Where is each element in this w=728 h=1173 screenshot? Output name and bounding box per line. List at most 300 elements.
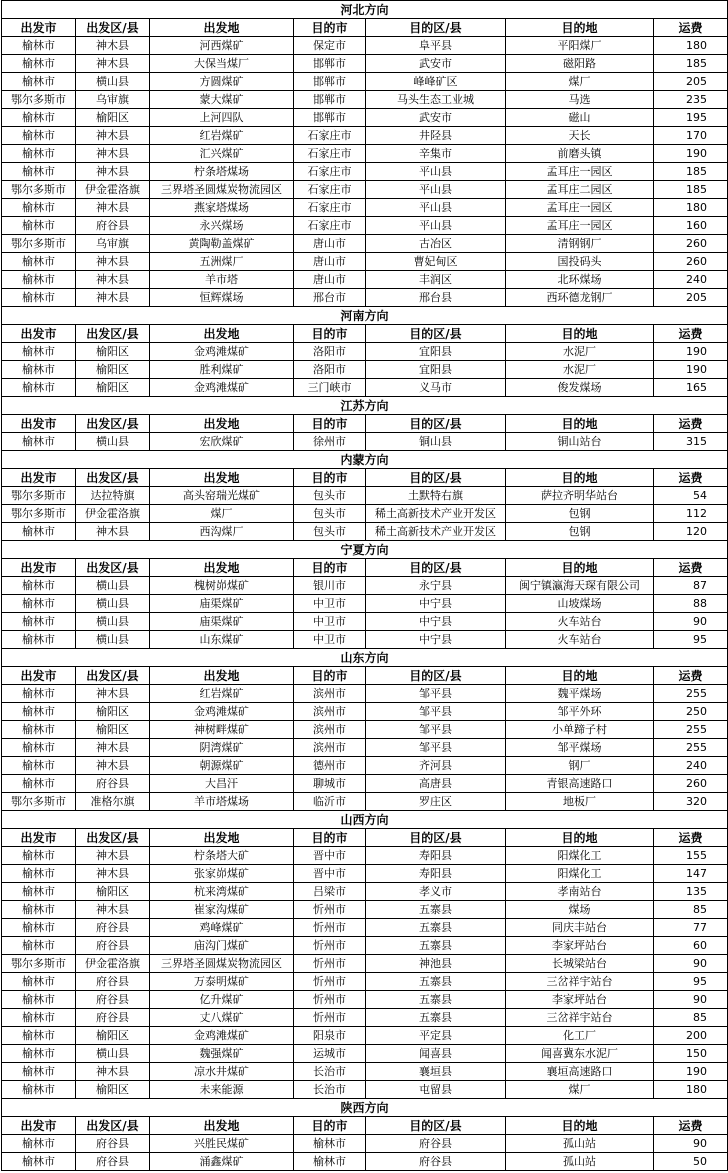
table-row (2, 847, 728, 865)
cell-freight-rate: 260 (654, 235, 728, 253)
cell-origin-district: 神木县 (76, 757, 150, 775)
cell-dest-site: 北环煤场 (506, 271, 654, 289)
cell-origin-site: 崔家沟煤矿 (150, 901, 294, 919)
cell-dest-city: 包头市 (294, 505, 366, 523)
cell-dest-site: 天长 (506, 127, 654, 145)
column-header-origin-site: 出发地 (150, 325, 294, 343)
cell-freight-rate: 200 (654, 1027, 728, 1045)
column-header-origin-site: 出发地 (150, 667, 294, 685)
cell-origin-district: 府谷县 (76, 1135, 150, 1153)
column-header-origin-district: 出发区/县 (76, 829, 150, 847)
table-body (2, 1, 728, 1171)
cell-dest-city: 滨州市 (294, 685, 366, 703)
cell-origin-site: 庙渠煤矿 (150, 613, 294, 631)
cell-freight-rate: 88 (654, 595, 728, 613)
cell-dest-district: 铜山县 (366, 433, 506, 451)
cell-dest-site: 俊发煤场 (506, 379, 654, 397)
cell-dest-district: 五寨县 (366, 937, 506, 955)
cell-origin-district: 神木县 (76, 739, 150, 757)
table-row (2, 991, 728, 1009)
section-title: 河北方向 (2, 1, 728, 19)
table-row (2, 37, 728, 55)
cell-origin-district: 榆阳区 (76, 361, 150, 379)
table-row (2, 361, 728, 379)
cell-dest-site: 邹平外环 (506, 703, 654, 721)
cell-origin-city: 榆林市 (2, 253, 76, 271)
cell-origin-city: 榆林市 (2, 937, 76, 955)
cell-dest-city: 长治市 (294, 1081, 366, 1099)
section-title-row (2, 307, 728, 325)
cell-origin-city: 榆林市 (2, 343, 76, 361)
cell-freight-rate: 60 (654, 937, 728, 955)
table-row (2, 379, 728, 397)
cell-dest-city: 忻州市 (294, 901, 366, 919)
cell-freight-rate: 180 (654, 199, 728, 217)
cell-dest-site: 平阳煤厂 (506, 37, 654, 55)
cell-dest-district: 马头生态工业城 (366, 91, 506, 109)
column-header-origin-city: 出发市 (2, 1117, 76, 1135)
cell-dest-district: 五寨县 (366, 1009, 506, 1027)
cell-origin-district: 横山县 (76, 595, 150, 613)
cell-freight-rate: 185 (654, 55, 728, 73)
cell-origin-district: 榆阳区 (76, 883, 150, 901)
cell-origin-city: 榆林市 (2, 775, 76, 793)
column-header-origin-district: 出发区/县 (76, 19, 150, 37)
cell-origin-site: 五洲煤厂 (150, 253, 294, 271)
cell-origin-district: 伊金霍洛旗 (76, 181, 150, 199)
cell-origin-city: 榆林市 (2, 865, 76, 883)
cell-dest-district: 神池县 (366, 955, 506, 973)
cell-freight-rate: 90 (654, 991, 728, 1009)
table-row (2, 487, 728, 505)
cell-freight-rate: 240 (654, 271, 728, 289)
cell-freight-rate: 85 (654, 1009, 728, 1027)
table-row (2, 901, 728, 919)
cell-dest-district: 齐河县 (366, 757, 506, 775)
cell-origin-district: 府谷县 (76, 973, 150, 991)
cell-origin-site: 山东煤矿 (150, 631, 294, 649)
cell-origin-city: 榆林市 (2, 433, 76, 451)
table-row (2, 919, 728, 937)
cell-dest-site: 铜山站台 (506, 433, 654, 451)
cell-dest-district: 孝义市 (366, 883, 506, 901)
table-row (2, 1135, 728, 1153)
section-title-row (2, 541, 728, 559)
table-row (2, 973, 728, 991)
cell-origin-city: 榆林市 (2, 1153, 76, 1171)
table-row (2, 775, 728, 793)
cell-dest-district: 宜阳县 (366, 361, 506, 379)
cell-origin-city: 榆林市 (2, 919, 76, 937)
cell-origin-site: 上河四队 (150, 109, 294, 127)
cell-origin-city: 榆林市 (2, 523, 76, 541)
column-header-freight-rate: 运费 (654, 559, 728, 577)
cell-dest-site: 化工厂 (506, 1027, 654, 1045)
column-header-dest-district: 目的区/县 (366, 559, 506, 577)
cell-origin-district: 神木县 (76, 289, 150, 307)
cell-dest-district: 平山县 (366, 181, 506, 199)
column-header-origin-district: 出发区/县 (76, 667, 150, 685)
cell-dest-site: 前磨头镇 (506, 145, 654, 163)
cell-origin-city: 榆林市 (2, 1045, 76, 1063)
cell-origin-district: 横山县 (76, 433, 150, 451)
table-row (2, 253, 728, 271)
cell-dest-site: 李家坪站台 (506, 991, 654, 1009)
cell-dest-city: 石家庄市 (294, 217, 366, 235)
cell-origin-city: 榆林市 (2, 361, 76, 379)
cell-origin-district: 横山县 (76, 631, 150, 649)
column-header-dest-city: 目的市 (294, 829, 366, 847)
cell-origin-district: 神木县 (76, 127, 150, 145)
cell-dest-site: 水泥厂 (506, 343, 654, 361)
cell-origin-city: 榆林市 (2, 127, 76, 145)
cell-dest-site: 魏平煤场 (506, 685, 654, 703)
cell-origin-district: 榆阳区 (76, 343, 150, 361)
cell-dest-district: 邹平县 (366, 739, 506, 757)
cell-freight-rate: 87 (654, 577, 728, 595)
cell-dest-district: 邹平县 (366, 721, 506, 739)
cell-dest-district: 邹平县 (366, 703, 506, 721)
cell-origin-city: 榆林市 (2, 1135, 76, 1153)
cell-dest-city: 石家庄市 (294, 199, 366, 217)
cell-freight-rate: 255 (654, 739, 728, 757)
cell-freight-rate: 50 (654, 1153, 728, 1171)
cell-origin-district: 榆阳区 (76, 379, 150, 397)
column-header-origin-site: 出发地 (150, 1117, 294, 1135)
cell-dest-city: 邯郸市 (294, 73, 366, 91)
cell-dest-district: 中宁县 (366, 631, 506, 649)
cell-origin-site: 鸡峰煤矿 (150, 919, 294, 937)
cell-dest-site: 磁阳路 (506, 55, 654, 73)
cell-dest-district: 五寨县 (366, 991, 506, 1009)
cell-dest-city: 滨州市 (294, 703, 366, 721)
cell-freight-rate: 90 (654, 955, 728, 973)
table-row (2, 955, 728, 973)
column-header-dest-district: 目的区/县 (366, 469, 506, 487)
cell-dest-site: 孝南站台 (506, 883, 654, 901)
cell-freight-rate: 77 (654, 919, 728, 937)
cell-origin-district: 神木县 (76, 145, 150, 163)
column-header-origin-city: 出发市 (2, 325, 76, 343)
cell-origin-district: 横山县 (76, 1045, 150, 1063)
cell-dest-city: 运城市 (294, 1045, 366, 1063)
column-header-dest-site: 目的地 (506, 667, 654, 685)
column-header-origin-district: 出发区/县 (76, 1117, 150, 1135)
cell-dest-district: 丰润区 (366, 271, 506, 289)
cell-origin-district: 府谷县 (76, 919, 150, 937)
cell-freight-rate: 255 (654, 685, 728, 703)
column-header-dest-city: 目的市 (294, 19, 366, 37)
section-title: 陕西方向 (2, 1099, 728, 1117)
column-header-origin-district: 出发区/县 (76, 415, 150, 433)
cell-dest-site: 山坡煤场 (506, 595, 654, 613)
section-title-row (2, 811, 728, 829)
cell-origin-city: 榆林市 (2, 577, 76, 595)
column-header-origin-site: 出发地 (150, 829, 294, 847)
section-title-row (2, 397, 728, 415)
cell-freight-rate: 250 (654, 703, 728, 721)
cell-dest-site: 阳煤化工 (506, 865, 654, 883)
cell-dest-district: 高唐县 (366, 775, 506, 793)
cell-dest-city: 三门峡市 (294, 379, 366, 397)
cell-dest-site: 孤山站 (506, 1135, 654, 1153)
cell-origin-city: 榆林市 (2, 109, 76, 127)
column-header-origin-district: 出发区/县 (76, 469, 150, 487)
cell-dest-district: 屯留县 (366, 1081, 506, 1099)
cell-dest-site: 火车站台 (506, 613, 654, 631)
cell-origin-site: 朝源煤矿 (150, 757, 294, 775)
cell-dest-district: 宜阳县 (366, 343, 506, 361)
cell-freight-rate: 315 (654, 433, 728, 451)
cell-origin-district: 乌审旗 (76, 235, 150, 253)
cell-dest-district: 襄垣县 (366, 1063, 506, 1081)
cell-dest-city: 长治市 (294, 1063, 366, 1081)
cell-dest-site: 火车站台 (506, 631, 654, 649)
cell-origin-site: 蒙大煤矿 (150, 91, 294, 109)
cell-dest-site: 包钢 (506, 523, 654, 541)
cell-origin-site: 庙沟门煤矿 (150, 937, 294, 955)
column-header-dest-site: 目的地 (506, 559, 654, 577)
column-header-dest-city: 目的市 (294, 469, 366, 487)
table-row (2, 199, 728, 217)
column-header-origin-city: 出发市 (2, 469, 76, 487)
column-header-origin-site: 出发地 (150, 415, 294, 433)
cell-freight-rate: 90 (654, 1135, 728, 1153)
cell-origin-site: 杭来湾煤矿 (150, 883, 294, 901)
column-header-dest-site: 目的地 (506, 19, 654, 37)
cell-origin-site: 河西煤矿 (150, 37, 294, 55)
section-title: 山东方向 (2, 649, 728, 667)
cell-origin-site: 红岩煤矿 (150, 685, 294, 703)
table-row (2, 217, 728, 235)
cell-freight-rate: 205 (654, 73, 728, 91)
cell-dest-city: 聊城市 (294, 775, 366, 793)
cell-dest-site: 磁山 (506, 109, 654, 127)
cell-origin-site: 大保当煤厂 (150, 55, 294, 73)
cell-origin-site: 方圆煤矿 (150, 73, 294, 91)
cell-dest-city: 晋中市 (294, 865, 366, 883)
cell-origin-site: 万泰明煤矿 (150, 973, 294, 991)
cell-origin-site: 燕家塔煤场 (150, 199, 294, 217)
cell-dest-district: 平定县 (366, 1027, 506, 1045)
cell-origin-site: 羊市塔煤场 (150, 793, 294, 811)
cell-origin-district: 府谷县 (76, 775, 150, 793)
cell-freight-rate: 95 (654, 631, 728, 649)
cell-origin-site: 黄陶勒盖煤矿 (150, 235, 294, 253)
cell-dest-district: 五寨县 (366, 919, 506, 937)
cell-origin-city: 榆林市 (2, 595, 76, 613)
column-header-dest-district: 目的区/县 (366, 1117, 506, 1135)
cell-origin-district: 神木县 (76, 163, 150, 181)
column-header-row (2, 415, 728, 433)
column-header-freight-rate: 运费 (654, 325, 728, 343)
cell-origin-city: 榆林市 (2, 991, 76, 1009)
cell-dest-city: 唐山市 (294, 271, 366, 289)
cell-dest-district: 五寨县 (366, 901, 506, 919)
cell-origin-site: 庙渠煤矿 (150, 595, 294, 613)
cell-freight-rate: 180 (654, 1081, 728, 1099)
cell-dest-city: 唐山市 (294, 253, 366, 271)
cell-dest-city: 石家庄市 (294, 145, 366, 163)
cell-dest-district: 曹妃甸区 (366, 253, 506, 271)
cell-dest-city: 包头市 (294, 523, 366, 541)
cell-freight-rate: 95 (654, 973, 728, 991)
table-row (2, 271, 728, 289)
cell-dest-site: 青银高速路口 (506, 775, 654, 793)
cell-origin-district: 达拉特旗 (76, 487, 150, 505)
cell-origin-city: 榆林市 (2, 145, 76, 163)
cell-origin-site: 柠条塔煤场 (150, 163, 294, 181)
cell-freight-rate: 195 (654, 109, 728, 127)
cell-dest-city: 吕梁市 (294, 883, 366, 901)
cell-origin-district: 准格尔旗 (76, 793, 150, 811)
cell-dest-site: 地板厂 (506, 793, 654, 811)
cell-origin-city: 榆林市 (2, 883, 76, 901)
column-header-origin-city: 出发市 (2, 559, 76, 577)
section-title-row (2, 1, 728, 19)
table-row (2, 865, 728, 883)
table-row (2, 289, 728, 307)
cell-origin-district: 榆阳区 (76, 109, 150, 127)
cell-dest-district: 罗庄区 (366, 793, 506, 811)
cell-origin-city: 榆林市 (2, 847, 76, 865)
column-header-dest-city: 目的市 (294, 559, 366, 577)
table-row (2, 937, 728, 955)
cell-origin-city: 榆林市 (2, 757, 76, 775)
cell-dest-district: 稀土高新技术产业开发区 (366, 523, 506, 541)
cell-origin-city: 榆林市 (2, 739, 76, 757)
cell-origin-district: 府谷县 (76, 217, 150, 235)
cell-dest-city: 邯郸市 (294, 55, 366, 73)
cell-dest-city: 忻州市 (294, 991, 366, 1009)
column-header-origin-site: 出发地 (150, 19, 294, 37)
column-header-row (2, 667, 728, 685)
column-header-row (2, 1117, 728, 1135)
cell-dest-district: 寿阳县 (366, 847, 506, 865)
column-header-dest-city: 目的市 (294, 1117, 366, 1135)
column-header-freight-rate: 运费 (654, 415, 728, 433)
cell-dest-city: 榆林市 (294, 1135, 366, 1153)
table-row (2, 721, 728, 739)
column-header-row (2, 469, 728, 487)
cell-freight-rate: 185 (654, 163, 728, 181)
cell-origin-city: 榆林市 (2, 271, 76, 289)
cell-origin-site: 金鸡滩煤矿 (150, 703, 294, 721)
cell-dest-city: 包头市 (294, 487, 366, 505)
cell-dest-district: 中宁县 (366, 595, 506, 613)
cell-dest-district: 府谷县 (366, 1135, 506, 1153)
column-header-dest-site: 目的地 (506, 469, 654, 487)
cell-dest-city: 邯郸市 (294, 109, 366, 127)
cell-origin-city: 鄂尔多斯市 (2, 91, 76, 109)
cell-dest-district: 府谷县 (366, 1153, 506, 1171)
column-header-origin-district: 出发区/县 (76, 559, 150, 577)
cell-origin-district: 榆阳区 (76, 703, 150, 721)
cell-freight-rate: 112 (654, 505, 728, 523)
cell-dest-site: 孟耳庄一园区 (506, 199, 654, 217)
cell-origin-city: 榆林市 (2, 199, 76, 217)
cell-freight-rate: 190 (654, 145, 728, 163)
cell-origin-city: 鄂尔多斯市 (2, 505, 76, 523)
cell-dest-city: 石家庄市 (294, 127, 366, 145)
table-row (2, 343, 728, 361)
cell-dest-city: 忻州市 (294, 955, 366, 973)
cell-dest-city: 中卫市 (294, 631, 366, 649)
cell-dest-city: 滨州市 (294, 739, 366, 757)
cell-freight-rate: 255 (654, 721, 728, 739)
table-row (2, 55, 728, 73)
cell-dest-city: 邯郸市 (294, 91, 366, 109)
cell-freight-rate: 180 (654, 37, 728, 55)
cell-origin-city: 鄂尔多斯市 (2, 235, 76, 253)
section-title: 山西方向 (2, 811, 728, 829)
cell-freight-rate: 147 (654, 865, 728, 883)
column-header-dest-site: 目的地 (506, 415, 654, 433)
cell-origin-district: 伊金霍洛旗 (76, 505, 150, 523)
cell-origin-site: 三界塔圣圆煤炭物流园区 (150, 955, 294, 973)
column-header-dest-district: 目的区/县 (366, 667, 506, 685)
table-row (2, 1153, 728, 1171)
cell-origin-district: 神木县 (76, 685, 150, 703)
cell-dest-city: 德州市 (294, 757, 366, 775)
cell-dest-site: 三岔祥宇站台 (506, 1009, 654, 1027)
cell-dest-city: 忻州市 (294, 919, 366, 937)
cell-origin-site: 高头窑瑞光煤矿 (150, 487, 294, 505)
cell-origin-city: 榆林市 (2, 163, 76, 181)
cell-freight-rate: 135 (654, 883, 728, 901)
cell-dest-site: 孤山站 (506, 1153, 654, 1171)
cell-dest-site: 闽宁镇瀛海天琛有限公司 (506, 577, 654, 595)
cell-dest-city: 滨州市 (294, 721, 366, 739)
table-row (2, 685, 728, 703)
cell-freight-rate: 190 (654, 361, 728, 379)
cell-origin-site: 槐树峁煤矿 (150, 577, 294, 595)
cell-origin-city: 榆林市 (2, 1009, 76, 1027)
cell-origin-city: 榆林市 (2, 37, 76, 55)
cell-dest-district: 平山县 (366, 217, 506, 235)
section-title: 江苏方向 (2, 397, 728, 415)
table-row (2, 163, 728, 181)
cell-origin-site: 恒辉煤场 (150, 289, 294, 307)
cell-dest-district: 稀土高新技术产业开发区 (366, 505, 506, 523)
cell-origin-city: 榆林市 (2, 685, 76, 703)
freight-rate-table (1, 0, 728, 1171)
cell-origin-district: 神木县 (76, 37, 150, 55)
cell-origin-site: 羊市塔 (150, 271, 294, 289)
table-row (2, 883, 728, 901)
cell-origin-city: 榆林市 (2, 289, 76, 307)
column-header-dest-city: 目的市 (294, 415, 366, 433)
column-header-row (2, 325, 728, 343)
cell-origin-site: 金鸡滩煤矿 (150, 343, 294, 361)
cell-freight-rate: 165 (654, 379, 728, 397)
cell-origin-site: 大昌汗 (150, 775, 294, 793)
section-title: 河南方向 (2, 307, 728, 325)
cell-dest-district: 阜平县 (366, 37, 506, 55)
cell-origin-site: 永兴煤场 (150, 217, 294, 235)
cell-dest-city: 洛阳市 (294, 343, 366, 361)
cell-origin-district: 神木县 (76, 901, 150, 919)
cell-dest-city: 邢台市 (294, 289, 366, 307)
column-header-origin-city: 出发市 (2, 829, 76, 847)
table-row (2, 595, 728, 613)
cell-dest-site: 孟耳庄二园区 (506, 181, 654, 199)
column-header-origin-district: 出发区/县 (76, 325, 150, 343)
cell-dest-district: 峰峰矿区 (366, 73, 506, 91)
column-header-origin-city: 出发市 (2, 667, 76, 685)
cell-origin-site: 魏强煤矿 (150, 1045, 294, 1063)
cell-freight-rate: 160 (654, 217, 728, 235)
